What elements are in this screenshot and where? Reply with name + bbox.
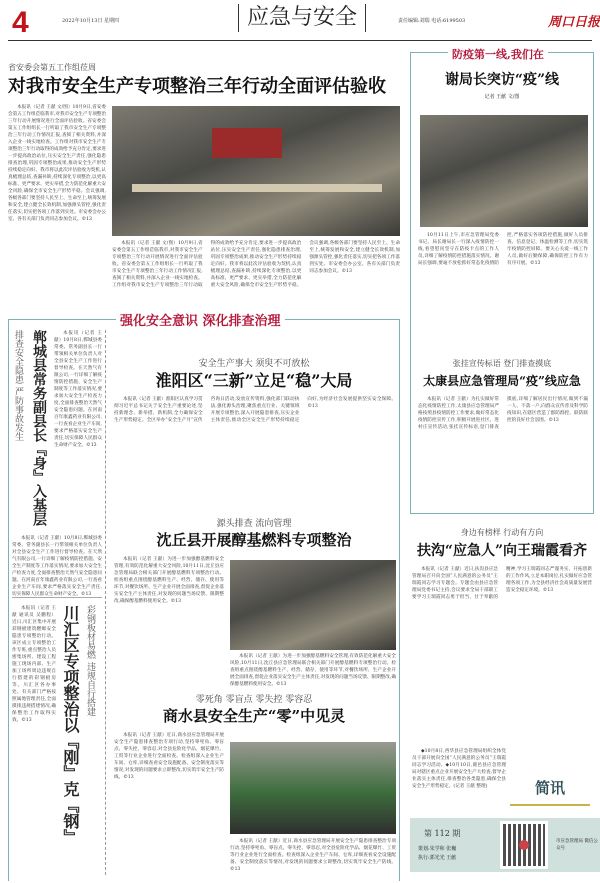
dancheng-body-tail: 本报讯（记者 王献）10月8日,郸城县委常委、常务副县长一行带领相关单位负责人对全县安全生产工作进行督导检查。在天然气有限公司,一行详细了解疫情防控措施、安全生产制度等工作落实情况,要求加大安全生产检查力度,全面排查整治天然气安全隐患问题。在河南百年康鑫药业有限公司,一行查看企业生产车间,要求严格落实安全生产责任,切实保障人民群众生命财产安全。©13 — [12, 536, 102, 597]
box2-kicker: 张挂宣传标语 登门排查摸底 — [452, 359, 552, 368]
fugou-kicker: 身边有榜样 行动有方向 — [460, 528, 544, 537]
header-rule — [8, 40, 592, 41]
lead-kicker: 省安委会第五工作组莅周 — [8, 63, 96, 72]
shenqiu-body: 本报讯（记者 王献）为进一步加强醇基燃料安全管理,有效防范化解重大安全风险,10月11日,沈丘县应急管理局联合相关部门开展醇基燃料专项整治行动。检查组重点围绕醇基燃料生产、经营、储存、使用等环节,对餐饮场所、生产企业开展全面排查,督促企业落实安全生产主体责任,对发现的问题当场反馈、限期整改,确保醇基燃料使用安全。©13 — [114, 557, 224, 604]
editor-info: 责任编辑:刘瑞 电话:6199503 — [398, 18, 466, 24]
lead-body: 本报讯（记者 王献 文/图）10月9日,省安委会第五工作组莅临我市,对我市安全生产专项整治三年行动开展情况进行全面评估验收。省安委会第五工作组组长一行听取了我市安全生产专项整治三年行动工作情况汇报,查阅了相关资料,并深入企业一线实地检查。工作组对我市安全生产专项整治三年行动取得的成效给予充分肯定,要求进一步提高政治站位,压实安全生产责任,强化隐患排查治理,巩固专项整治成果,推动安全生产形势持续稳定向好。我市将以此次评估验收为契机,认真梳理总结,查漏补缺,持续深化专项整治,以更高标准、更严要求、更实举措,全力防范化解重大安全风险,确保全市安全生产形势平稳。会议强调,各级各部门要坚持人民至上、生命至上,统筹发展和安全,建立健全长效机制,加强源头管控,强化责任落实,切实把各项工作落到实处。市安委会办公室、各有关部门负责同志参加会议。©13 — [112, 241, 400, 288]
shenqiu-kicker: 源头排查 流向管理 — [216, 519, 292, 529]
box1-headline: 谢局长突访“疫”线 — [444, 72, 560, 88]
shenqiu-body-tail: 本报讯（记者 王献）为进一步加强醇基燃料安全管理,有效防范化解重大安全风险,10月11日,沈丘县应急管理局联合相关部门开展醇基燃料专项整治行动。检查组重点围绕醇基燃料生产、经营、储存、使用等环节,对餐饮场所、生产企业开展全面排查,督促企业落实安全生产主体责任,对发现的问题当场反馈、限期整改,确保醇基燃料使用安全。©13 — [230, 654, 396, 687]
issue-date: 2022年10月13日 星期四 — [62, 18, 120, 24]
huaiyang-kicker: 安全生产事大 须臾不可放松 — [198, 359, 310, 369]
qr-code[interactable] — [500, 821, 548, 869]
shangshui-photo — [230, 742, 396, 834]
box1-body: 10月11日上午,市应急管理局党委书记、局长谢局长一行深入疫情防控一线,看望慰问坚守在防疫卡点的工作人员,详细了解疫情防控措施落实情况。谢局长强调,要毫不放松抓好常态化疫情防控,严格落实各项防控措施,做好人员排查、信息登记、体温检测等工作,切实筑牢疫情防控屏障。要关心关爱一线工作人员,做好后勤保障,确保防控工作有力有序开展。©13 — [418, 233, 588, 266]
box2-headline: 太康县应急管理局“疫”线应急 — [423, 374, 581, 388]
newspaper-logo: 周口日报 — [548, 15, 600, 30]
lead-body-left: 本报讯（记者 王献 文/图）10月9日,省安委会第五工作组莅临我市,对我市安全生产专项整治三年行动开展情况进行全面评估验收。省安委会第五工作组组长一行听取了我市安全生产专项整治三年行动工作情况汇报,查阅了相关资料,并深入企业一线实地检查。工作组对我市安全生产专项整治三年行动取得的成效给予充分肯定,要求进一步提高政治站位,压实安全生产责任,强化隐患排查治理,巩固专项整治成果,推动安全生产形势持续稳定向好。我市将以此次评估验收为契机,认真梳理总结,查漏补缺,持续深化专项整治,以更高标准、更严要求、更实举措,全力防范化解重大安全风险,确保全市安全生产形势平稳。会议强调,各级各部门要坚持人民至上、生命至上,统筹发展和安全,建立健全长效机制,加强源头管控,强化责任落实,切实把各项工作落到实处。市安委会办公室、各有关部门负责同志参加会议。©13 — [8, 105, 106, 222]
column-divider — [105, 330, 106, 875]
footer-band — [410, 818, 600, 872]
page-number: 4 — [12, 6, 29, 39]
shangshui-body-tail: 本报讯（记者 王献）近日,商水县应急管理局开展安全生产隐患排查整治专项行动,坚持零死角、零盲点、零失控、零容忍,对全县危险化学品、烟花爆竹、工贸等行业企业进行全面检查。检查组深入企业生产车间、仓库,详细查看安全设施配备、安全制度落实等情况,对发现的问题要求立即整改,切实筑牢安全生产防线。©13 — [230, 839, 396, 872]
dancheng-body: 本报讯（记者 王献）10月8日,郸城县委常委、常务副县长一行带领相关单位负责人对全县安全生产工作进行督导检查。在天然气有限公司,一行详细了解疫情防控措施、安全生产制度等工作落实情况,要求加大安全生产检查力度,全面排查整治天然气安全隐患问题。在河南百年康鑫药业有限公司,一行查看企业生产车间,要求严格落实安全生产责任,切实保障人民群众生命财产安全。©13 — [54, 331, 102, 448]
feature-title: 强化安全意识 深化排查治理 — [116, 310, 285, 329]
shangshui-headline: 商水县安全生产“零”中见灵 — [162, 707, 346, 725]
epidemic-box-title: 防疫第一线,我们在 — [448, 46, 548, 62]
executor: 执行:郭光光 王献 — [418, 855, 457, 861]
huaiyang-headline: 淮阳区“三新”立足“稳”大局 — [155, 371, 353, 390]
shangshui-kicker: 零死角 零盲点 零失控 零容忍 — [195, 695, 313, 705]
chuanhui-headline: 川汇区专项整治以『刚』克『钢』 — [61, 605, 80, 845]
chuanhui-kicker: 彩钢板材易燃 违规自行搭建 — [85, 605, 95, 716]
box1-byline: 记者 王献 文/图 — [484, 94, 520, 100]
chuanhui-body: 本报讯（记者 王献 通讯员 吴鹏程）近日,川汇区集中开展彩钢板建筑燃爆安全隐患专项整治行动。该区成立专项整治工作专班,重点整治人员密集场所、建设工程施工现场内部、生产加工场所周边违规自行搭建的彩钢板房等。川汇区各办事处、有关部门严格按照属地管理责任,全面摸排违规搭建情况,确保整治工作取得实效。©13 — [12, 606, 56, 723]
lead-headline: 对我市安全生产专项整治三年行动全面评估验收 — [8, 76, 386, 97]
shangshui-body: 本报讯（记者 王献）近日,商水县应急管理局开展安全生产隐患排查整治专项行动,坚持零死角、零盲点、零失控、零容忍,对全县危险化学品、烟花爆竹、工贸等行业企业进行全面检查。检查组深入企业生产车间、仓库,详细查看安全设施配备、安全制度落实等情况,对发现的问题要求立即整改,切实筑牢安全生产防线。©13 — [114, 733, 224, 780]
section-title: 应急与安全 — [238, 4, 366, 32]
issue-number: 第 112 期 — [424, 829, 461, 838]
brief-logo: 简讯 — [510, 770, 590, 806]
brief-body: ◆10月8日,西华县应急管理局组织全体党员干部开展向全国“人民满意的公务员”王瑞霞同志学习活动。◆10月10日,鹿邑县应急管理局对辖区重点企业开展安全生产大检查,督导企业落实主体责任,排查整治各类隐患,确保全县安全生产形势稳定。(记者 王献 整理) — [412, 749, 506, 789]
dancheng-kicker: 排查安全隐患 严防事故发生 — [13, 330, 23, 441]
box2-body: 本报讯（记者 王献）为扎实做好常态化疫情防控工作,太康县应急管理局严格按照县疫情防控工作要求,做好常态化疫情防控宣传工作,积极开展进社区、进村庄宣传活动,张挂宣传标语,登门排查摸底,详细了解居民出行情况,做到不漏一人、不落一户,向群众宣传普及科学防疫知识,在辖区营造了群防群控、联防联控的良好社会氛围。©13 — [418, 397, 588, 430]
shenqiu-headline: 沈丘县开展醇基燃料专项整治 — [156, 531, 352, 549]
dancheng-headline: 郸城县常务副县长『身』入基层 — [31, 330, 47, 526]
box1-photo — [420, 115, 588, 227]
huaiyang-body: 本报讯（记者 王献）淮阳区认真学习贯彻习近平总书记关于安全生产重要论述,坚持新理念、新举措、新机制,全力确保安全生产形势稳定。全区举办“安全生产月”宣传咨询日活动,发放宣传资料,强化部门联动执法,强化源头治理,聚焦重点行业、关键领域开展专项整治,深入开展隐患排查,压实企业主体责任,推动全区安全生产形势持续稳定向好,为经济社会发展提供坚实安全保障。©13 — [114, 397, 396, 423]
fugou-body: 本报讯（记者 王献）近日,扶沟县应急管理局召开向全国“人民满意的公务员”王瑞霞同志学习专题会。专题会由县应急管理局党委书记主持,会议要求全局干部职工要学习王瑞霞同志勇于担当、甘于奉献的精神,学习王瑞霞同志严谨务实、开拓创新的工作作风,立足本职岗位,扎实做好应急管理各项工作,为全县经济社会高质量发展营造安全稳定环境。©13 — [412, 567, 592, 600]
qr-caption: 市应急管理局 微信公众号 — [556, 839, 598, 851]
lead-photo-meeting — [112, 106, 400, 236]
shenqiu-photo — [230, 560, 396, 650]
fugou-headline: 扶沟“应急人”向王瑞霞看齐 — [416, 543, 588, 559]
planner: 策划:朱学和 张巍 — [418, 846, 457, 852]
